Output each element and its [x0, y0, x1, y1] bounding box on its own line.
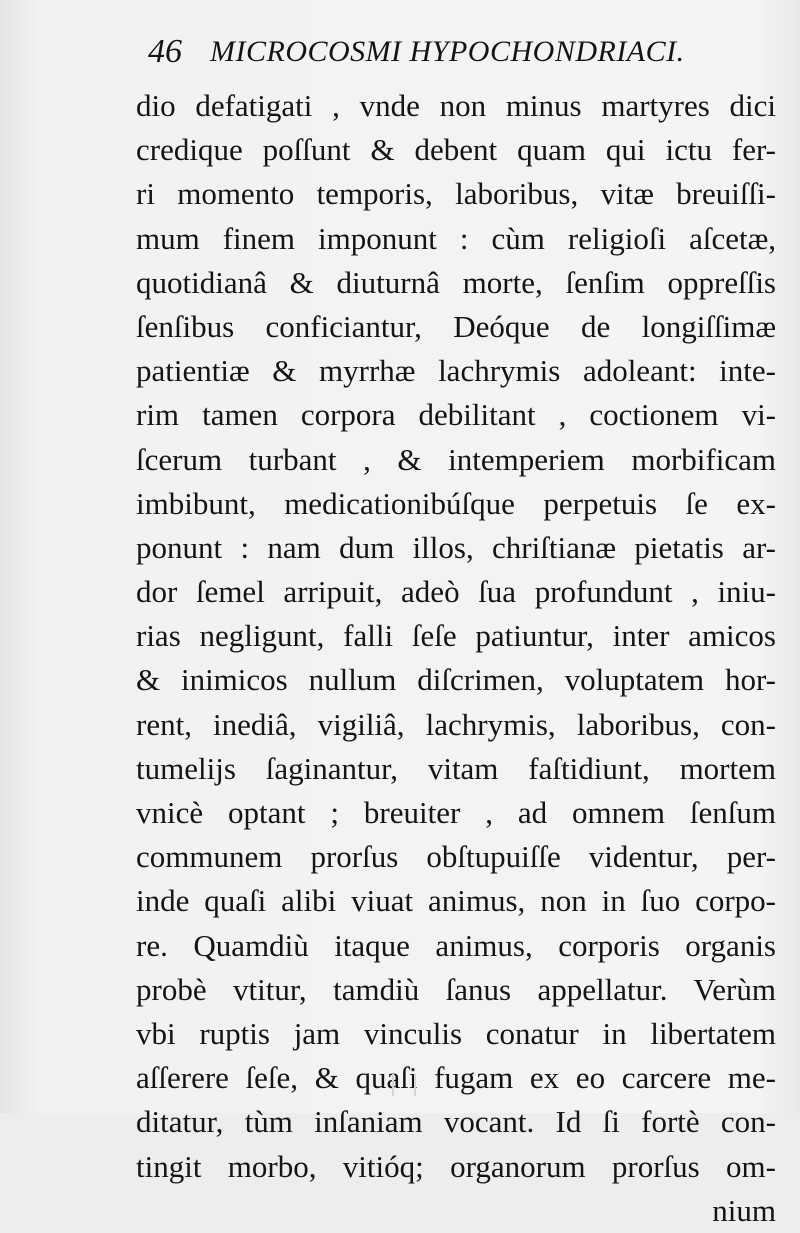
text-line: tumelijs ſaginantur, vitam faſtidiunt, mortem	[136, 750, 776, 786]
text-line: ditatur, tùm inſaniam vocant. Id ſi fortè con-	[136, 1104, 776, 1140]
text-line: tingit morbo, vitióq; organorum prorſus om-	[136, 1148, 776, 1184]
text-line: vbi ruptis jam vinculis conatur in libertatem	[136, 1015, 776, 1051]
text-line: dio defatigati , vnde non minus martyres dici	[136, 88, 776, 123]
text-line: patientiæ & myrrhæ lachrymis adoleant: inte-	[136, 353, 776, 389]
text-line: rent, inediâ, vigiliâ, lachrymis, laboribus, con-	[136, 706, 776, 742]
text-line: inde quaſi alibi viuat animus, non in ſuo corpo-	[136, 883, 776, 919]
running-head: MICROCOSMI HYPOCHONDRIACI.	[210, 35, 685, 68]
text-line: communem prorſus obſtupuiſſe videntur, per-	[136, 839, 776, 875]
page-number: 46	[148, 33, 182, 70]
text-line: rias negligunt, falli ſeſe patiuntur, inter amicos	[136, 618, 776, 654]
text-line: quotidianâ & diuturnâ morte, ſenſim oppreſſis	[136, 264, 776, 300]
text-line: aſſerere ſeſe, & quaſi fugam ex eo carcere me-	[136, 1060, 776, 1096]
text-line: re. Quamdiù itaque animus, corporis organis	[136, 927, 776, 963]
text-line: imbibunt, medicationibúſque perpetuis ſe ex-	[136, 485, 776, 521]
text-line: probè vtitur, tamdiù ſanus appellatur. Verùm	[136, 971, 776, 1007]
text-line: credique poſſunt & debent quam qui ictu fer-	[136, 132, 776, 168]
catchword: nium	[712, 1192, 776, 1228]
text-line: vnicè optant ; breuiter , ad omnem ſenſum	[136, 795, 776, 830]
text-line: ſcerum turbant , & intemperiem morbificam	[136, 441, 776, 477]
text-line: rim tamen corpora debilitant , coctionem vi-	[136, 397, 776, 433]
text-line: ponunt : nam dum illos, chriſtianæ pietatis ar-	[136, 529, 776, 565]
text-line: dor ſemel arripuit, adeò ſua profundunt , iniu-	[136, 574, 776, 610]
text-line: ri momento temporis, laboribus, vitæ breuiſſi-	[136, 176, 776, 212]
text-line: & inimicos nullum diſcrimen, voluptatem hor-	[136, 662, 776, 698]
body-text	[136, 84, 776, 1233]
page-header	[148, 30, 748, 74]
show-through-mark	[392, 1074, 416, 1096]
text-line: mum finem imponunt : cùm religioſi aſcetæ,	[136, 220, 776, 256]
text-line: ſenſibus conficiantur, Deóque de longiſſimæ	[136, 308, 776, 344]
